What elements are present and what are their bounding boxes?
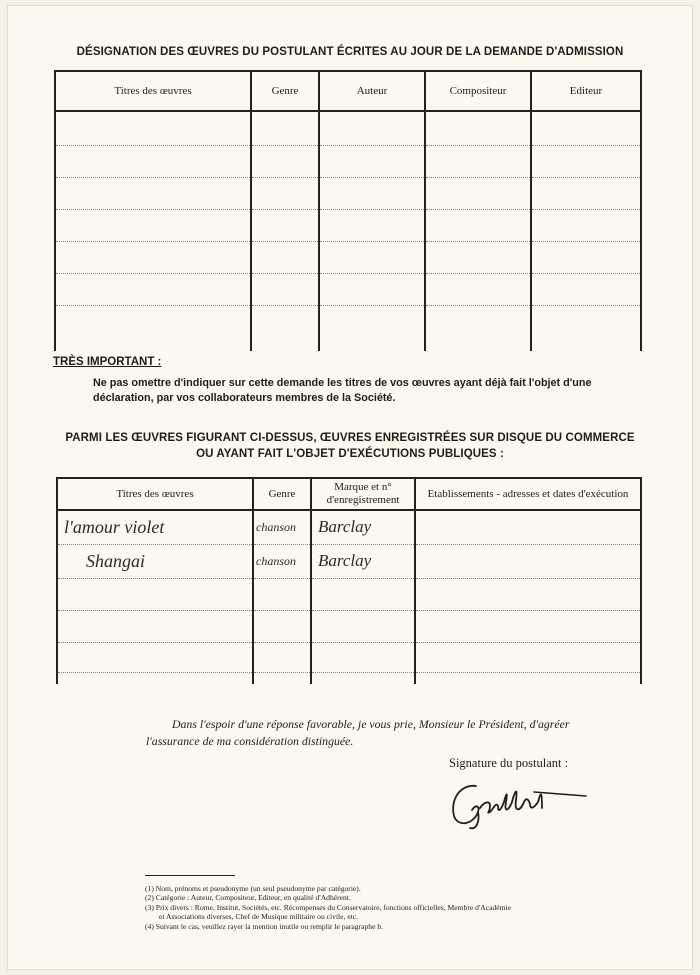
cell[interactable] (531, 177, 641, 209)
cell[interactable] (311, 578, 415, 610)
cell[interactable] (253, 610, 311, 642)
table-row (57, 672, 641, 684)
table-row (55, 305, 641, 351)
col-header-auteur: Auteur (319, 71, 425, 111)
table-row (57, 610, 641, 642)
cell[interactable] (57, 544, 253, 578)
table-row (57, 578, 641, 610)
cell[interactable] (531, 209, 641, 241)
cell[interactable] (253, 510, 311, 544)
cell[interactable] (253, 672, 311, 684)
footnote-3: (3) Prix divers : Rome, Institut, Sociétés, etc. Récompenses du Conservatoire, fonctions officielles, Membre d'Académie (145, 902, 512, 912)
cell[interactable] (251, 273, 319, 305)
cell[interactable] (425, 145, 531, 177)
cell[interactable] (57, 672, 253, 684)
table-row (55, 241, 641, 273)
footnote-4: (4) Suivant le cas, veuillez rayer la mention inutile ou remplir le paragraphe b. (145, 921, 384, 931)
cell[interactable] (531, 145, 641, 177)
cell[interactable] (57, 510, 253, 544)
cell[interactable] (415, 578, 641, 610)
works-table-header (55, 71, 641, 111)
cell[interactable] (319, 241, 425, 273)
handwritten-genre: chanson (256, 554, 296, 568)
table-row (55, 111, 641, 145)
cell[interactable] (319, 145, 425, 177)
footnote-2: (2) Catégorie : Auteur, Compositeur, Editeur, en qualité d'Adhérent. (145, 893, 351, 903)
handwritten-genre: chanson (256, 520, 296, 535)
cell[interactable] (531, 111, 641, 145)
handwritten-title: Shangai (86, 550, 146, 571)
table-row (57, 544, 641, 578)
cell[interactable] (57, 578, 253, 610)
cell[interactable] (531, 241, 641, 273)
col-header-titles: Titres des œuvres (55, 71, 251, 111)
footnotes (145, 884, 645, 931)
cell[interactable] (251, 241, 319, 273)
table-row (57, 510, 641, 544)
cell[interactable] (319, 273, 425, 305)
cell[interactable] (251, 177, 319, 209)
cell[interactable] (55, 273, 251, 305)
handwritten-marque: Barclay (318, 517, 372, 537)
table-row (55, 209, 641, 241)
cell[interactable] (531, 273, 641, 305)
closing-paragraph (146, 716, 642, 750)
important-title: TRÈS IMPORTANT : (53, 356, 162, 368)
cell[interactable] (415, 544, 641, 578)
col-header-marque: Marque et n° d'enregistrement (311, 478, 415, 510)
cell[interactable] (415, 510, 641, 544)
important-note: Ne pas omettre d'indiquer sur cette demande les titres de vos œuvres ayant déjà fait l'objet d'une déclaration, par vos collaborateurs membres de la Société. (93, 377, 592, 404)
cell[interactable] (251, 145, 319, 177)
cell[interactable] (319, 177, 425, 209)
cell[interactable] (55, 145, 251, 177)
col-header-genre: Genre (251, 71, 319, 111)
cell[interactable] (57, 610, 253, 642)
recorded-table-header (57, 478, 641, 510)
cell[interactable] (425, 209, 531, 241)
cell[interactable] (253, 642, 311, 672)
cell[interactable] (311, 544, 415, 578)
col-header-compositeur: Compositeur (425, 71, 531, 111)
cell[interactable] (425, 305, 531, 351)
cell[interactable] (253, 578, 311, 610)
cell[interactable] (311, 610, 415, 642)
section-heading-recorded-line2: OU AYANT FAIT L'OBJET D'EXÉCUTIONS PUBLIQUES : (196, 448, 504, 460)
signature-label: Signature du postulant : (449, 756, 569, 770)
cell[interactable] (55, 241, 251, 273)
footnote-3-cont: et Associations diverses, Chef de Musique militaire ou civile, etc. (159, 912, 359, 922)
cell[interactable] (311, 642, 415, 672)
col-header-etablissements: Etablissements - adresses et dates d'exécution (415, 478, 641, 510)
cell[interactable] (55, 209, 251, 241)
section-heading-recorded (0, 430, 700, 462)
cell[interactable] (251, 305, 319, 351)
footnote-rule (145, 875, 235, 876)
col-header-titles: Titres des œuvres (57, 478, 253, 510)
cell[interactable] (251, 209, 319, 241)
table-row (55, 145, 641, 177)
closing-line2: l'assurance de ma considération distinguée. (146, 734, 354, 748)
table-row (55, 273, 641, 305)
cell[interactable] (251, 111, 319, 145)
table-row (55, 177, 641, 209)
cell[interactable] (253, 544, 311, 578)
works-table (54, 70, 642, 351)
table-row (57, 642, 641, 672)
cell[interactable] (57, 642, 253, 672)
cell[interactable] (415, 610, 641, 642)
cell[interactable] (425, 273, 531, 305)
cell[interactable] (425, 241, 531, 273)
cell[interactable] (425, 177, 531, 209)
col-header-genre: Genre (253, 478, 311, 510)
cell[interactable] (415, 672, 641, 684)
section-heading-recorded-line1: PARMI LES ŒUVRES FIGURANT CI-DESSUS, ŒUVRES ENREGISTRÉES SUR DISQUE DU COMMERCE (65, 432, 635, 444)
cell[interactable] (311, 672, 415, 684)
footnote-1: (1) Nom, prénoms et pseudonyme (un seul pseudonyme par catégorie). (145, 884, 361, 893)
cell[interactable] (531, 305, 641, 351)
col-header-editeur: Editeur (531, 71, 641, 111)
recorded-works-table (56, 477, 642, 684)
cell[interactable] (319, 209, 425, 241)
section-heading-works: DÉSIGNATION DES ŒUVRES DU POSTULANT ÉCRITES AU JOUR DE LA DEMANDE D'ADMISSION (76, 46, 624, 58)
signature-mark (446, 772, 596, 834)
cell[interactable] (55, 177, 251, 209)
handwritten-title: l'amour violet (64, 516, 165, 537)
cell[interactable] (319, 111, 425, 145)
cell[interactable] (319, 305, 425, 351)
cell[interactable] (425, 111, 531, 145)
cell[interactable] (55, 305, 251, 351)
handwritten-marque: Barclay (318, 551, 372, 570)
cell[interactable] (55, 111, 251, 145)
closing-line1: Dans l'espoir d'une réponse favorable, je vous prie, Monsieur le Président, d'agréer (172, 717, 570, 731)
cell[interactable] (415, 642, 641, 672)
cell[interactable] (311, 510, 415, 544)
